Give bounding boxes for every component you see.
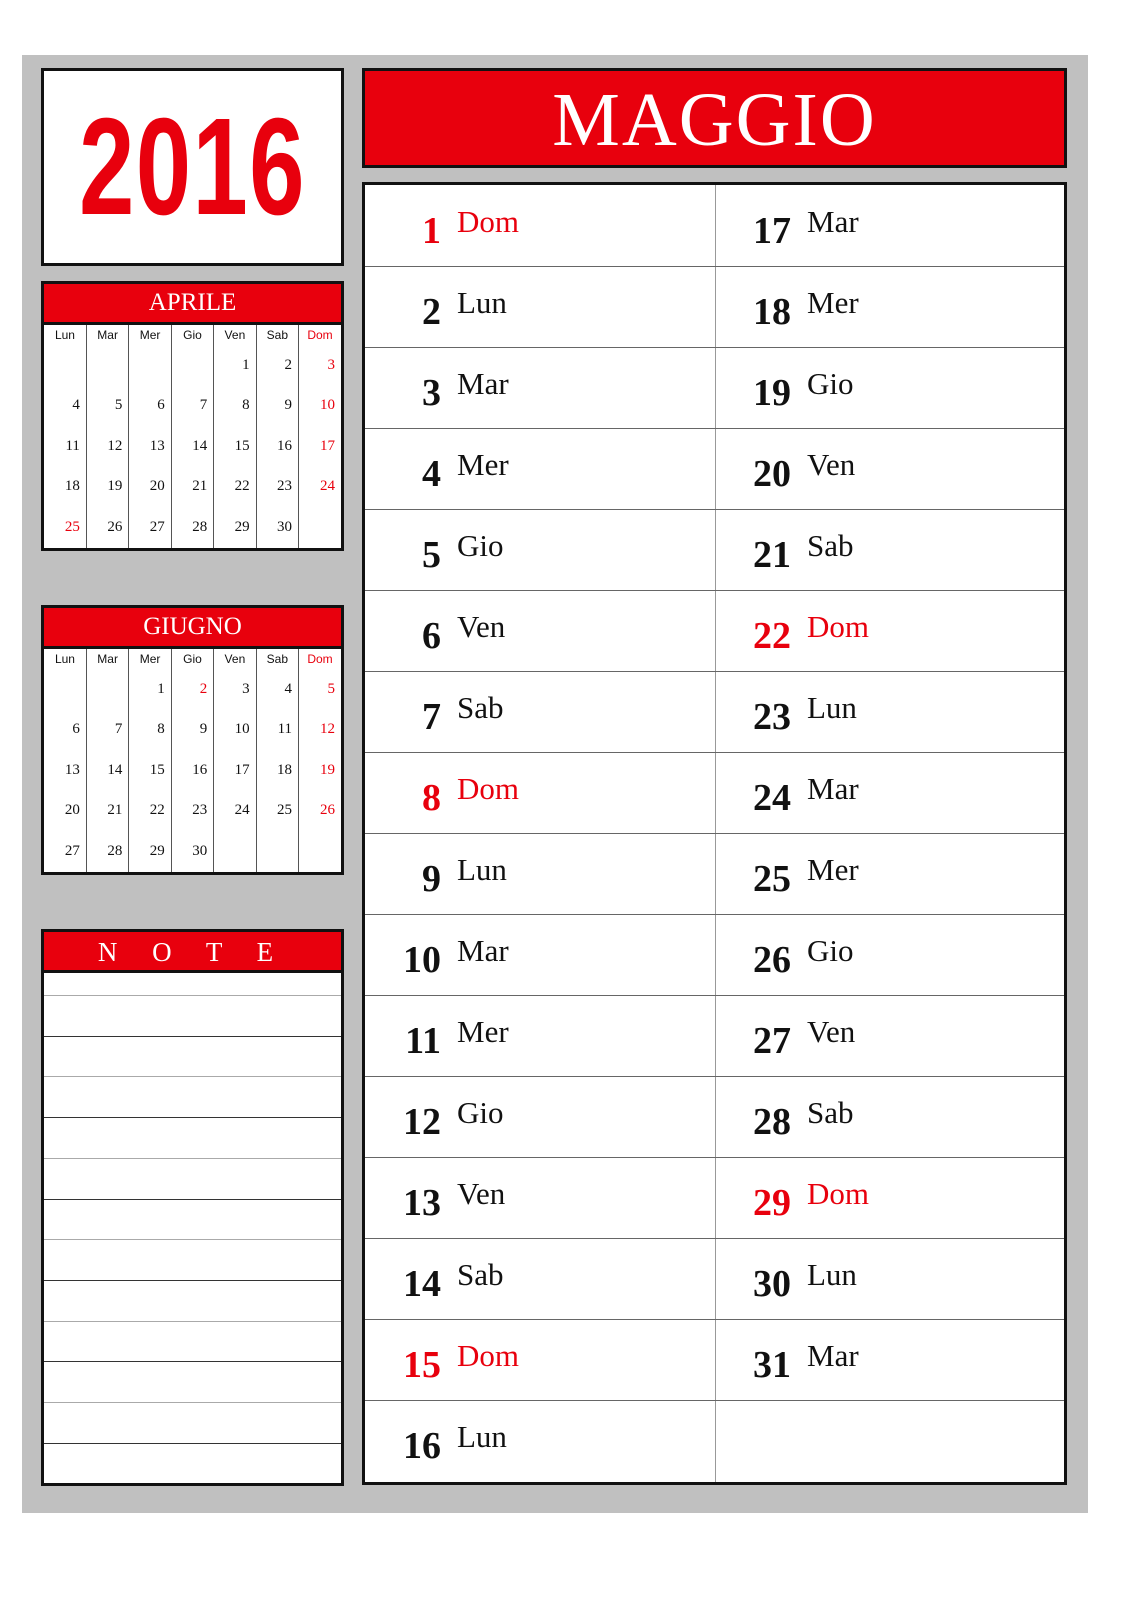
weekday-header: Dom — [299, 649, 341, 669]
day-cell — [715, 1238, 1065, 1319]
day-cell — [715, 914, 1065, 995]
weekday-name: Gio — [457, 527, 504, 563]
weekday-header: Mar — [86, 649, 128, 669]
mini-day-cell — [214, 831, 256, 872]
weekday-header: Gio — [171, 325, 213, 345]
mini-day-cell: 12 — [299, 710, 341, 751]
day-cell — [365, 671, 715, 752]
weekday-name: Sab — [457, 1256, 504, 1292]
mini-day-cell: 28 — [86, 831, 128, 872]
day-number: 9 — [422, 857, 441, 900]
day-cell — [715, 671, 1065, 752]
week-row — [44, 750, 341, 791]
day-number: 31 — [753, 1343, 791, 1386]
mini-day-cell: 19 — [86, 467, 128, 508]
note-line — [44, 1239, 341, 1240]
day-cell — [715, 347, 1065, 428]
mini-day-cell — [171, 345, 213, 386]
mini-day-cell: 20 — [129, 467, 171, 508]
mini-day-cell: 25 — [256, 791, 298, 832]
weekday-name: Ven — [807, 1013, 856, 1049]
weekday-name: Sab — [807, 1094, 854, 1130]
mini-day-cell: 16 — [256, 426, 298, 467]
week-row — [44, 345, 341, 386]
day-cell — [365, 1157, 715, 1238]
weekday-name: Ven — [457, 1175, 506, 1211]
mini-calendar-title: GIUGNO — [44, 608, 341, 649]
mini-day-cell: 18 — [256, 750, 298, 791]
week-row — [44, 386, 341, 427]
month-title: MAGGIO — [362, 68, 1067, 168]
mini-day-cell: 4 — [72, 397, 80, 414]
mini-day-cell — [86, 345, 128, 386]
weekday-name: Ven — [457, 608, 506, 644]
weekday-name: Mer — [807, 851, 859, 887]
mini-day-cell: 8 — [214, 386, 256, 427]
mini-day-cell: 23 — [256, 467, 298, 508]
notes-box — [41, 929, 344, 1486]
mini-day-cell — [44, 345, 86, 386]
day-number: 21 — [753, 533, 791, 576]
weekday-name: Dom — [457, 770, 519, 806]
weekday-header: Gio — [171, 649, 213, 669]
note-line — [44, 1321, 341, 1322]
weekday-name: Lun — [807, 689, 857, 725]
weekday-name: Lun — [807, 1256, 857, 1292]
weekday-name: Gio — [807, 365, 854, 401]
mini-day-cell: 17 — [299, 426, 341, 467]
note-line — [44, 1199, 341, 1200]
mini-day-cell: 29 — [214, 507, 256, 548]
day-number: 14 — [403, 1262, 441, 1305]
day-cell — [715, 752, 1065, 833]
weekday-name: Lun — [457, 1418, 507, 1454]
mini-day-cell: 12 — [86, 426, 128, 467]
day-number: 25 — [753, 857, 791, 900]
note-line — [44, 1402, 341, 1403]
mini-day-cell — [44, 669, 86, 710]
note-line — [44, 1280, 341, 1281]
mini-day-cell: 21 — [86, 791, 128, 832]
day-number: 30 — [753, 1262, 791, 1305]
year-box — [41, 68, 344, 266]
day-cell — [715, 266, 1065, 347]
weekday-name: Ven — [807, 446, 856, 482]
day-cell — [715, 1319, 1065, 1400]
day-number: 3 — [422, 371, 441, 414]
day-number: 5 — [422, 533, 441, 576]
day-cell — [365, 833, 715, 914]
day-number: 27 — [753, 1019, 791, 1062]
day-number: 8 — [422, 776, 441, 819]
weekday-name: Lun — [457, 851, 507, 887]
day-cell — [715, 509, 1065, 590]
mini-day-cell: 2 — [256, 345, 298, 386]
weekday-name: Mer — [457, 446, 509, 482]
day-number: 28 — [753, 1100, 791, 1143]
weekday-name: Gio — [807, 932, 854, 968]
month-day-grid — [362, 182, 1067, 1485]
mini-day-cell: 16 — [171, 750, 213, 791]
note-line — [44, 1036, 341, 1037]
day-number: 6 — [422, 614, 441, 657]
day-number: 13 — [403, 1181, 441, 1224]
week-row — [44, 669, 341, 710]
day-cell — [715, 1157, 1065, 1238]
weekday-header: Mer — [129, 325, 171, 345]
mini-day-cell: 24 — [299, 467, 341, 508]
day-cell — [365, 509, 715, 590]
mini-day-cell — [299, 831, 341, 872]
day-number: 16 — [403, 1424, 441, 1467]
day-number: 20 — [753, 452, 791, 495]
day-cell — [365, 1400, 715, 1481]
day-cell — [715, 590, 1065, 671]
day-cell — [365, 914, 715, 995]
note-line — [44, 1158, 341, 1159]
mini-day-cell: 14 — [171, 426, 213, 467]
weekday-name: Mar — [807, 770, 859, 806]
weekday-header: Mer — [129, 649, 171, 669]
mini-day-cell: 7 — [86, 710, 128, 751]
day-cell — [715, 995, 1065, 1076]
mini-day-cell: 27 — [64, 842, 80, 859]
mini-day-cell: 13 — [64, 761, 80, 778]
mini-day-cell: 9 — [256, 386, 298, 427]
note-line — [44, 1117, 341, 1118]
weekday-header: Ven — [214, 649, 256, 669]
mini-day-cell: 5 — [86, 386, 128, 427]
mini-day-cell: 17 — [214, 750, 256, 791]
mini-day-cell: 9 — [171, 710, 213, 751]
day-cell — [715, 428, 1065, 509]
day-number: 10 — [403, 938, 441, 981]
day-cell — [365, 266, 715, 347]
weekday-name: Mar — [457, 932, 509, 968]
mini-day-cell: 30 — [256, 507, 298, 548]
mini-day-cell: 26 — [299, 791, 341, 832]
weekday-header: Mar — [86, 325, 128, 345]
mini-day-cell: 6 — [129, 386, 171, 427]
day-cell — [715, 185, 1065, 266]
week-row — [44, 507, 341, 548]
mini-day-cell: 24 — [214, 791, 256, 832]
day-number: 2 — [422, 290, 441, 333]
note-line — [44, 1443, 341, 1444]
note-line — [44, 1076, 341, 1077]
mini-day-cell: 15 — [129, 750, 171, 791]
day-cell — [365, 752, 715, 833]
mini-day-cell: 2 — [171, 669, 213, 710]
mini-day-cell: 13 — [129, 426, 171, 467]
mini-day-cell: 7 — [171, 386, 213, 427]
mini-day-cell: 11 — [65, 437, 80, 454]
mini-day-cell: 19 — [299, 750, 341, 791]
day-cell — [365, 1238, 715, 1319]
mini-day-cell: 18 — [64, 478, 80, 495]
weekday-name: Mar — [807, 203, 859, 239]
weekday-name: Dom — [457, 203, 519, 239]
day-number: 29 — [753, 1181, 791, 1224]
weekday-header: Dom — [299, 325, 341, 345]
mini-day-cell: 20 — [64, 802, 80, 819]
weekday-name: Gio — [457, 1094, 504, 1130]
mini-day-cell — [256, 831, 298, 872]
day-number: 23 — [753, 695, 791, 738]
week-row — [44, 831, 341, 872]
mini-day-cell: 11 — [256, 710, 298, 751]
mini-day-cell: 22 — [214, 467, 256, 508]
day-cell — [365, 995, 715, 1076]
mini-day-cell: 30 — [171, 831, 213, 872]
mini-day-cell — [86, 669, 128, 710]
mini-day-cell: 3 — [299, 345, 341, 386]
mini-day-cell: 25 — [64, 518, 80, 535]
mini-calendar-title: APRILE — [44, 284, 341, 325]
mini-day-cell: 3 — [214, 669, 256, 710]
mini-day-cell: 5 — [299, 669, 341, 710]
weekday-header: Lun — [54, 652, 75, 666]
weekday-header: Sab — [256, 325, 298, 345]
weekday-name: Mar — [807, 1337, 859, 1373]
mini-calendar-april — [41, 281, 344, 551]
weekday-name: Sab — [807, 527, 854, 563]
mini-calendar-grid — [44, 325, 341, 548]
mini-day-cell: 10 — [299, 386, 341, 427]
week-row — [44, 467, 341, 508]
day-number: 12 — [403, 1100, 441, 1143]
weekday-name: Mar — [457, 365, 509, 401]
day-number: 4 — [422, 452, 441, 495]
notes-title: N O T E — [44, 932, 341, 973]
day-number: 22 — [753, 614, 791, 657]
weekday-name: Sab — [457, 689, 504, 725]
day-cell — [715, 833, 1065, 914]
mini-day-cell: 8 — [129, 710, 171, 751]
week-row — [44, 791, 341, 832]
mini-day-cell — [129, 345, 171, 386]
mini-day-cell: 21 — [171, 467, 213, 508]
day-cell — [365, 1076, 715, 1157]
weekday-header: Ven — [214, 325, 256, 345]
day-number: 19 — [753, 371, 791, 414]
mini-day-cell: 10 — [214, 710, 256, 751]
mini-calendar-grid — [44, 649, 341, 872]
weekday-name: Mer — [457, 1013, 509, 1049]
mini-day-cell: 1 — [129, 669, 171, 710]
day-number: 15 — [403, 1343, 441, 1386]
day-cell — [365, 185, 715, 266]
day-number: 1 — [422, 209, 441, 252]
day-number: 17 — [753, 209, 791, 252]
day-cell — [365, 428, 715, 509]
mini-day-cell: 28 — [171, 507, 213, 548]
note-line — [44, 995, 341, 996]
week-row — [44, 710, 341, 751]
mini-day-cell: 26 — [86, 507, 128, 548]
week-row — [44, 426, 341, 467]
day-cell — [365, 347, 715, 428]
mini-day-cell: 29 — [129, 831, 171, 872]
mini-day-cell — [299, 507, 341, 548]
day-number: 18 — [753, 290, 791, 333]
mini-day-cell: 27 — [129, 507, 171, 548]
mini-day-cell: 15 — [214, 426, 256, 467]
day-number: 7 — [422, 695, 441, 738]
weekday-name: Lun — [457, 284, 507, 320]
day-cell — [715, 1076, 1065, 1157]
weekday-name: Dom — [807, 608, 869, 644]
mini-day-cell: 22 — [129, 791, 171, 832]
weekday-name: Dom — [457, 1337, 519, 1373]
mini-day-cell: 6 — [72, 721, 80, 738]
note-line — [44, 1361, 341, 1362]
mini-day-cell: 4 — [256, 669, 298, 710]
day-cell — [365, 590, 715, 671]
day-number: 26 — [753, 938, 791, 981]
mini-day-cell: 23 — [171, 791, 213, 832]
mini-day-cell: 1 — [214, 345, 256, 386]
day-number: 11 — [405, 1019, 441, 1062]
day-number: 24 — [753, 776, 791, 819]
weekday-name: Mer — [807, 284, 859, 320]
day-cell — [365, 1319, 715, 1400]
weekday-header: Sab — [256, 649, 298, 669]
mini-day-cell: 14 — [86, 750, 128, 791]
weekday-header: Lun — [54, 328, 75, 342]
weekday-name: Dom — [807, 1175, 869, 1211]
year-label: 2016 — [79, 90, 306, 244]
mini-calendar-june — [41, 605, 344, 875]
